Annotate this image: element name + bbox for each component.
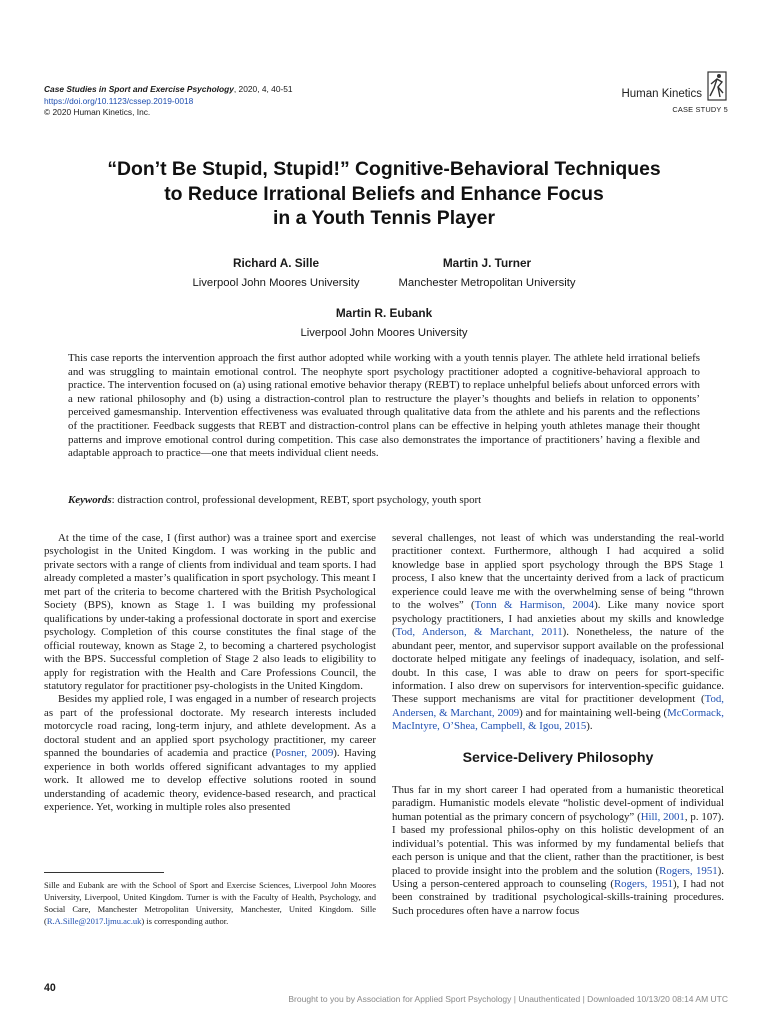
paragraph-text: ).	[586, 720, 593, 733]
author-footnote	[44, 880, 376, 928]
article-title	[60, 157, 708, 231]
keywords	[68, 494, 700, 508]
author-block	[384, 256, 590, 289]
author-affiliation: Liverpool John Moores University	[300, 327, 468, 339]
left-column	[44, 532, 376, 815]
citation-link[interactable]: Hill, 2001	[640, 810, 685, 823]
paragraph-text: ). Using a person-centered approach to counseling (	[392, 864, 724, 890]
journal-name: Case Studies in Sport and Exercise Psychology	[44, 84, 234, 94]
email-link[interactable]: R.A.Sille@2017.ljmu.ac.uk	[46, 915, 142, 926]
footnote-text: ) is corresponding author.	[141, 915, 229, 926]
page-number: 40	[44, 982, 56, 994]
paragraph-text: ). Having experience in both worlds offered significant advantages to my applied work. It allowed me to develop effective solutions rooted in sound understanding of academic theory, evidence-based research, and practical experience. Yet, working in multiple roles also presented	[44, 747, 376, 814]
paragraph-text: ), I had not been constrained by traditional psychological-skills-training procedures. Such procedures often have a narrow focus	[392, 877, 724, 917]
author-name: Martin J. Turner	[442, 256, 532, 270]
keywords-label: Keywords	[68, 494, 112, 506]
author-affiliation: Liverpool John Moores University	[192, 277, 360, 289]
footnote-text: Sille and Eubank are with the School of Sport and Exercise Sciences, Liverpool John Moores University, Liverpool, United Kingdom. Turner is with the Faculty of Health, Psychology, and Social Care, Manchester Metropolitan University, Manchester, United Kingdom. Sille (	[44, 880, 376, 926]
keywords-list: : distraction control, professional development, REBT, sport psychology, youth sport	[111, 494, 482, 506]
author-block	[176, 256, 376, 289]
author-affiliation: Manchester Metropolitan University	[398, 277, 576, 289]
citation-link[interactable]: Tod, Andersen, & Marchant, 2009	[392, 693, 724, 719]
citation-link[interactable]: Posner, 2009	[275, 747, 334, 760]
paragraph	[44, 693, 376, 814]
journal-volume: , 2020, 4, 40-51	[233, 84, 293, 94]
paragraph-text: , p. 107). I based my professional philos-ophy on this holistic development of an individual’s potential. This was informed by my fundamental beliefs that each person is unique and that the client, rather than the practitioner, is best placed to provide insight into the problem and the solution (	[392, 810, 724, 877]
paragraph-text: ). Nonetheless, the nature of the abundant peer, mentor, and supervisor support available on the professional doctorate helped mitigate any feelings of inadequacy, isolation, and self-doubt. In this case, I was able to draw on peers for sport-specific information. I also drew on supervisors for intervention-specific guidance. These support mechanisms are vital for practitioner development (	[392, 626, 724, 706]
doi-link[interactable]: https://doi.org/10.1123/cssep.2019-0018	[44, 95, 194, 106]
author-block	[234, 306, 534, 339]
download-notice: Brought to you by Association for Applied Sport Psychology | Unauthenticated | Downloaded 10/13/20 08:14 AM UTC	[288, 994, 728, 1004]
author-name: Martin R. Eubank	[335, 306, 433, 320]
paragraph: At the time of the case, I (first author) was a trainee sport and exercise psychologist in the United Kingdom. I was working in the public and private sectors with a range of clients from individual and team sports. I had already completed a master’s qualification in sport psychology. This meant I met part of the criteria to become chartered with the British Psychological Society (BPS), known as Stage 1. I was building my professional qualifications by under-taking a professional doctorate in sport and exercise psychology. Completion of this course constitutes the final stage of the official routeway, known as Stage 2, to becoming a chartered psychologist with the BPS. Successful completion of Stage 2 also leads to eligibility to apply for registration with the Health and Care Professions Council, the statutory regulator for practitioner psy-chologists in the United Kingdom.	[44, 532, 376, 692]
paragraph-text: ) and for maintaining well-being (	[519, 706, 668, 719]
title-line-1: “Don’t Be Stupid, Stupid!” Cognitive-Behavioral Techniques	[107, 158, 661, 180]
paragraph-text: ). Like many novice sport psychology practitioners, I had anxieties about my skills and knowledge (	[392, 599, 724, 639]
title-line-3: in a Youth Tennis Player	[273, 207, 495, 229]
title-line-2: to Reduce Irrational Beliefs and Enhance Focus	[164, 182, 604, 205]
copyright: © 2020 Human Kinetics, Inc.	[44, 107, 151, 117]
abstract: This case reports the intervention approach the first author adopted while working with a youth tennis player. The athlete held irrational beliefs and was struggling to maintain emotional control. The neophyte sport psychology practitioner adopted a cognitive-behavioral approach to practice. The intervention focused on (a) using rational emotive behavior therapy (REBT) to replace unhelpful beliefs about unforced errors with a new rational philosophy and (b) using a distraction-control plan to restructure the player’s thoughts and beliefs in relation to opponents’ perceived gamesmanship. Intervention effectiveness was evaluated through qualitative data from the athlete and his parents and the reflections of the practitioner. Feedback suggests that REBT and distraction-control plans can be effective in helping youth athletes manage their thought patterns and improve emotional control during competition. This case also demonstrates the importance of practitioners’ having a flexible and adaptable approach to practice—one that meets individual client needs.	[68, 352, 700, 460]
section-heading: Service-Delivery Philosophy	[462, 749, 654, 766]
citation-link[interactable]: McCormack, MacIntyre, O’Shea, Campbell, & Igou, 2015	[392, 706, 724, 733]
paragraph	[392, 784, 724, 919]
citation-link[interactable]: Tod, Anderson, & Marchant, 2011	[395, 626, 563, 639]
journal-citation	[44, 84, 293, 96]
right-column	[392, 532, 724, 918]
publisher-block	[621, 70, 728, 114]
citation-link[interactable]: Rogers, 1951	[613, 877, 673, 890]
citation-link[interactable]: Rogers, 1951	[659, 864, 718, 877]
human-kinetics-logo-icon	[706, 70, 728, 102]
paragraph-text: Besides my applied role, I was engaged in a number of research projects as part of the professional doctorate. My research interests included motorcycle road racing, long-term injury, and athlete development. As a doctoral student and an applied sport psychology practitioner, my career spanned the boundaries of academia and practice (	[44, 693, 376, 760]
author-name: Richard A. Sille	[232, 256, 320, 270]
paragraph	[392, 532, 724, 734]
footnote-divider	[44, 872, 164, 873]
publisher-name: Human Kinetics	[621, 88, 702, 100]
paragraph-text: Thus far in my short career I had operated from a humanistic theoretical paradigm. Humanistic models elevate “holistic devel-opment of individual human potential as the primary concern of psychology” (	[392, 783, 724, 823]
citation-link[interactable]: Tonn & Harmison, 2004	[474, 599, 595, 612]
paragraph-text: several challenges, not least of which was understanding the real-world practitioner context. Furthermore, although I had acquired a solid knowledge base in applied sport psychology through the BPS Stage 1 process, I also knew that the uncertainty derived from a lack of practicum experience could leave me with the overwhelming sense of being “thrown to the wolves” (	[392, 532, 724, 612]
case-study-label: CASE STUDY 5	[672, 105, 728, 114]
journal-header	[44, 84, 293, 119]
